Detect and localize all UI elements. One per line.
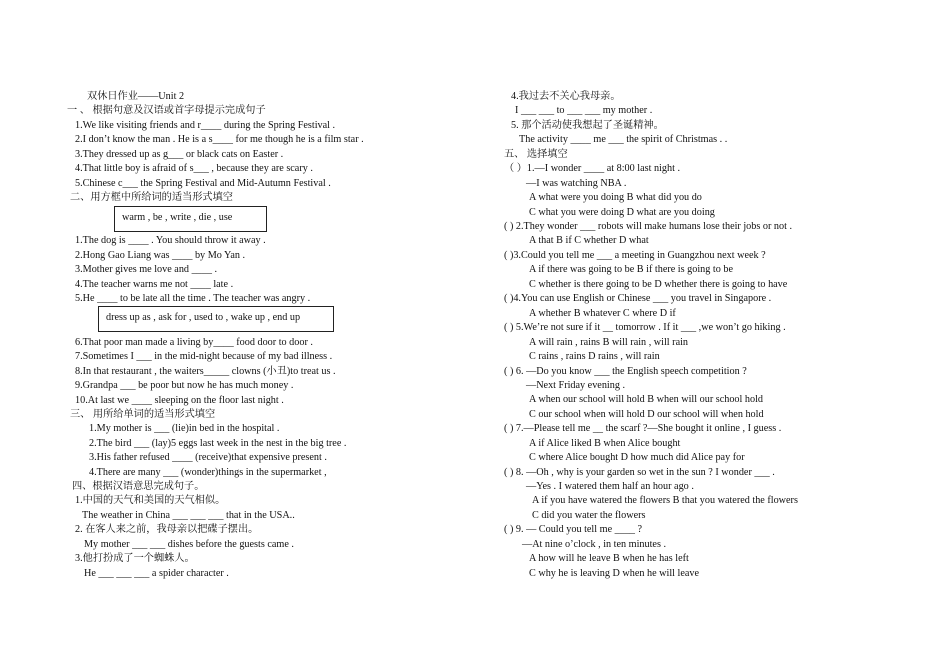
- section-3-heading: 三、 用所给单词的适当形式填空: [70, 409, 216, 420]
- question-stem: （ ）1.—I wonder ____ at 8:00 last night .: [504, 163, 680, 174]
- sec2-item: 8.In that restaurant , the waiters_____ clowns (小丑)to treat us .: [75, 366, 336, 377]
- question-dialogue: —Yes . I watered them half an hour ago .: [526, 481, 694, 492]
- sec4-line: The weather in China ___ ___ ___ that in the USA..: [82, 510, 295, 521]
- sec3-item: 1.My mother is ___ (lie)in bed in the hospital .: [89, 423, 280, 434]
- sec2-item: 2.Hong Gao Liang was ____ by Mo Yan .: [75, 250, 246, 261]
- sec2-item: 6.That poor man made a living by____ food door to door .: [75, 337, 313, 348]
- section-1-heading: 一 、 根据句意及汉语或首字母提示完成句子: [67, 105, 266, 116]
- answer-options: A if Alice liked B when Alice bought: [529, 438, 681, 449]
- question-stem: ( ) 9. — Could you tell me ____ ?: [504, 524, 643, 535]
- answer-options: C what you were doing D what are you doing: [529, 207, 715, 218]
- sec2-item: 7.Sometimes I ___ in the mid-night because of my bad illness .: [75, 351, 333, 362]
- section-5-heading: 五、 选择填空: [504, 149, 568, 160]
- answer-options: A that B if C whether D what: [529, 235, 649, 246]
- answer-options: C whether is there going to be D whether there is going to have: [529, 279, 788, 290]
- sec4-line: He ___ ___ ___ a spider character .: [84, 568, 229, 579]
- sec4-line: 3.他打扮成了一个蜘蛛人。: [75, 553, 195, 564]
- sec1-item: 5.Chinese c___ the Spring Festival and Mid-Autumn Festival .: [75, 178, 331, 189]
- answer-options: C why he is leaving D when he will leave: [529, 568, 700, 579]
- answer-options: A when our school will hold B when will our school hold: [529, 394, 764, 405]
- sec1-item: 1.We like visiting friends and r____ during the Spring Festival .: [75, 120, 336, 131]
- sec2-item: 3.Mother gives me love and ____ .: [75, 264, 218, 275]
- answer-options: A will rain , rains B will rain , will rain: [529, 337, 689, 348]
- question-dialogue: —Next Friday evening .: [526, 380, 626, 391]
- question-stem: ( ) 8. —Oh , why is your garden so wet in the sun ? I wonder ___ .: [504, 467, 775, 478]
- word-box-2: [98, 306, 334, 332]
- answer-options: C our school when will hold D our school will when hold: [529, 409, 764, 420]
- sec2-item: 4.The teacher warns me not ____ late .: [75, 279, 234, 290]
- question-dialogue: —At nine o’clock , in ten minutes .: [522, 539, 667, 550]
- sec4-line: 5. 那个活动使我想起了圣诞精神。: [511, 120, 664, 131]
- sec2-item: 5.He ____ to be late all the time . The teacher was angry .: [75, 293, 311, 304]
- question-stem: ( )4.You can use English or Chinese ___ you travel in Singapore .: [504, 293, 772, 304]
- sec1-item: 3.They dressed up as g___ or black cats on Easter .: [75, 149, 284, 160]
- word-box-1: [114, 206, 267, 232]
- question-stem: ( ) 7.—Please tell me __ the scarf ?—She bought it online , I guess .: [504, 423, 782, 434]
- question-stem: ( ) 5.We’re not sure if it __ tomorrow . If it ___ ,we won’t go hiking .: [504, 322, 786, 333]
- sec1-item: 4.That little boy is afraid of s___ , because they are scary .: [75, 163, 313, 174]
- word-box-1-text: warm , be , write , die , use: [122, 212, 233, 223]
- section-2-heading: 二、用方框中所给词的适当形式填空: [70, 192, 233, 203]
- sec1-item: 2.I don’t know the man . He is a s____ for me though he is a film star .: [75, 134, 364, 145]
- question-stem: ( )3.Could you tell me ___ a meeting in Guangzhou next week ?: [504, 250, 766, 261]
- answer-options: C did you water the flowers: [532, 510, 646, 521]
- sec3-item: 3.His father refused ____ (receive)that expensive present .: [89, 452, 327, 463]
- sec2-item: 10.At last we ____ sleeping on the floor last night .: [75, 395, 284, 406]
- answer-options: C rains , rains D rains , will rain: [529, 351, 660, 362]
- sec2-item: 9.Grandpa ___ be poor but now he has much money .: [75, 380, 294, 391]
- sec4-line: The activity ____ me ___ the spirit of Christmas . .: [519, 134, 728, 145]
- sec3-item: 4.There are many ___ (wonder)things in the supermarket ,: [89, 467, 327, 478]
- answer-options: A if you have watered the flowers B that you watered the flowers: [532, 495, 798, 506]
- answer-options: A how will he leave B when he has left: [529, 553, 689, 564]
- answer-options: A whether B whatever C where D if: [529, 308, 676, 319]
- sec2-item: 1.The dog is ____ . You should throw it away .: [75, 235, 266, 246]
- question-dialogue: —I was watching NBA .: [526, 178, 627, 189]
- sec4-line: My mother ___ ___ dishes before the guests came .: [84, 539, 294, 550]
- answer-options: A if there was going to be B if there is going to be: [529, 264, 733, 275]
- question-stem: ( ) 6. —Do you know ___ the English speech competition ?: [504, 366, 747, 377]
- sec4-line: 2. 在客人来之前，我母亲以把碟子摆出。: [75, 524, 259, 535]
- worksheet-title: 双休日作业——Unit 2: [87, 91, 185, 102]
- sec4-line: 4.我过去不关心我母亲。: [511, 91, 621, 102]
- word-box-2-text: dress up as , ask for , used to , wake up , end up: [106, 312, 301, 323]
- sec4-line: 1.中国的天气和美国的天气相似。: [75, 495, 226, 506]
- sec4-line: I ___ ___ to ___ ___ my mother .: [515, 105, 653, 116]
- answer-options: C where Alice bought D how much did Alice pay for: [529, 452, 745, 463]
- section-4-heading: 四、根据汉语意思完成句子。: [72, 481, 205, 492]
- answer-options: A what were you doing B what did you do: [529, 192, 702, 203]
- sec3-item: 2.The bird ___ (lay)5 eggs last week in the nest in the big tree .: [89, 438, 347, 449]
- question-stem: ( ) 2.They wonder ___ robots will make humans lose their jobs or not .: [504, 221, 793, 232]
